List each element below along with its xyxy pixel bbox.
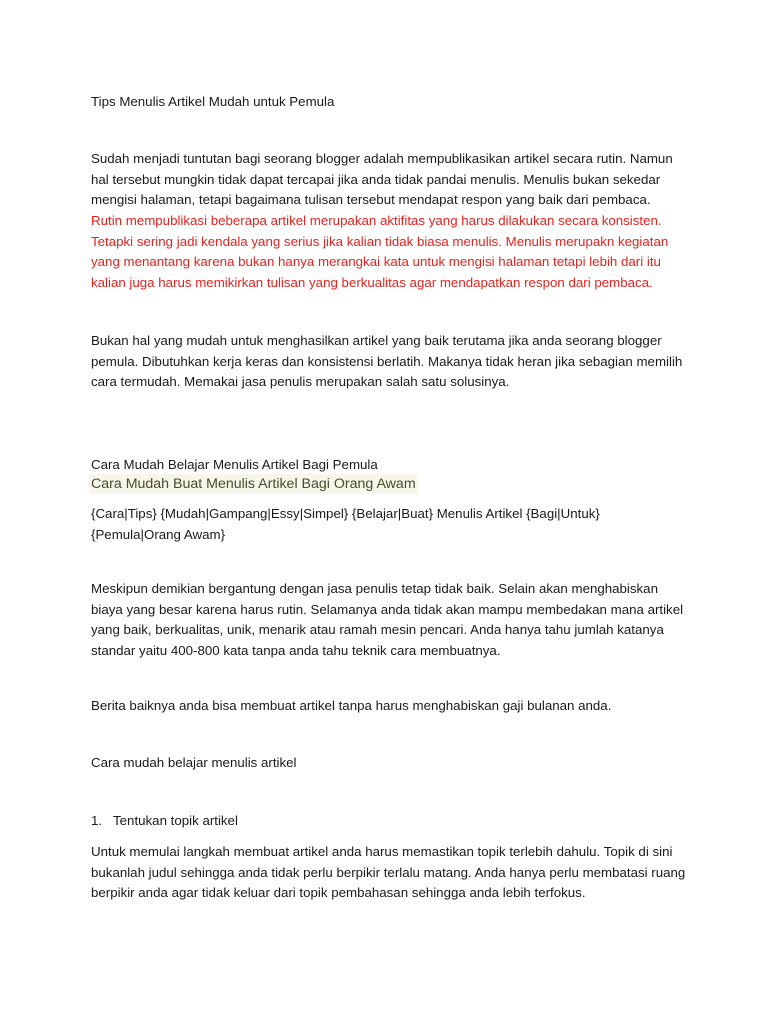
paragraph-red-emphasis: Rutin mempublikasi beberapa artikel merupakan aktifitas yang harus dilakukan secara konsisten. Tetapki sering jadi kendala yang serius jika kalian tidak biasa menulis. Menulis merupakn kegiatan yang menantang karena bukan hanya merangkai kata untuk mengisi halaman tetapi lebih dari itu kalian juga harus memikirkan tulisan yang berkualitas agar mendapatkan respon dari pembaca. — [91, 213, 669, 290]
paragraph-blogger-pemula: Bukan hal yang mudah untuk menghasilkan artikel yang baik terutama jika anda seorang blogger pemula. Dibutuhkan kerja keras dan konsistensi berlatih. Makanya tidak heran jika sebagian memilih cara termudah. Memakai jasa penulis merupakan salah satu solusinya. — [91, 333, 683, 389]
subheading-belajar: Cara Mudah Belajar Menulis Artikel Bagi Pemula — [91, 457, 378, 472]
paragraph-meskipun: Meskipun demikian bergantung dengan jasa penulis tetap tidak baik. Selain akan menghabiskan biaya yang besar karena harus rutin. Selamanya anda tidak akan mampu membedakan mana artikel yang baik, berkualitas, unik, menarik atau ramah mesin pencari. Anda hanya tahu jumlah katanya standar yaitu 400-800 kata tanpa anda tahu teknik cara membuatnya. — [91, 581, 684, 658]
subheading-orang-awam-highlighted — [91, 474, 691, 495]
list-item-1 — [91, 811, 691, 832]
section-heading: Cara mudah belajar menulis artikel — [91, 755, 297, 770]
list-item-label: Tentukan topik artikel — [113, 813, 238, 828]
spintax-title: {Cara|Tips} {Mudah|Gampang|Essy|Simpel} {Belajar|Buat} Menulis Artikel {Bagi|Untuk} {Pemula|Orang Awam} — [91, 506, 600, 542]
paragraph-intro: Sudah menjadi tuntutan bagi seorang blogger adalah mempublikasikan artikel secara rutin. Namun hal tersebut mungkin tidak dapat tercapai jika anda tidak pandai menulis. Menulis bukan sekedar mengisi halaman, tetapi bagaimana tulisan tersebut mendapat respon yang baik dari pembaca. — [91, 151, 673, 207]
paragraph-topik: Untuk memulai langkah membuat artikel anda harus memastikan topik terlebih dahulu. Topik di sini bukanlah judul sehingga anda tidak perlu berpikir terlalu matang. Anda hanya perlu membatasi ruang berpikir anda agar tidak keluar dari topik pembahasan sehingga anda lebih terfokus. — [91, 844, 686, 900]
paragraph-berita-baik: Berita baiknya anda bisa membuat artikel tanpa harus menghabiskan gaji bulanan anda. — [91, 698, 612, 713]
document-title: Tips Menulis Artikel Mudah untuk Pemula — [91, 94, 335, 109]
list-item-number: 1. — [91, 813, 103, 828]
highlighted-text: Cara Mudah Buat Menulis Artikel Bagi Orang Awam — [91, 476, 416, 492]
